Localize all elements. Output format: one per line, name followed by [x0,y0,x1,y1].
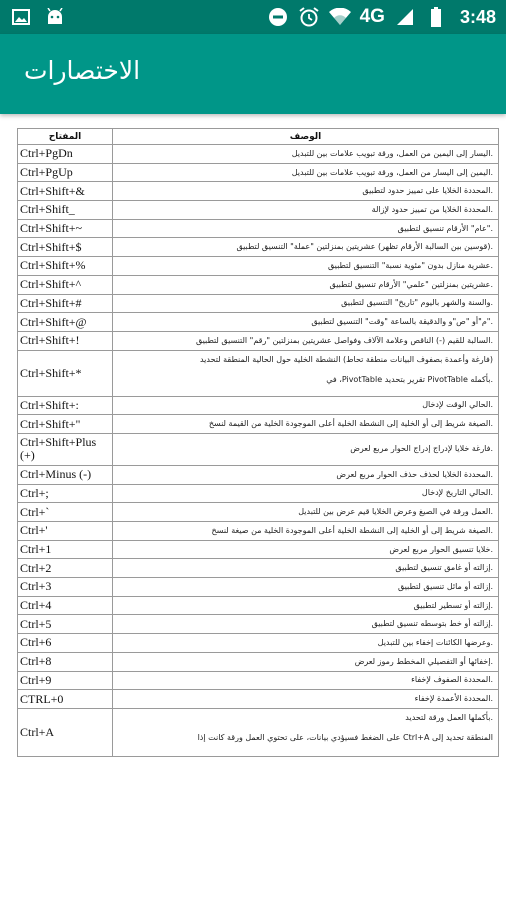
shortcut-key: Ctrl+` [18,503,113,522]
shortcut-description: .إزالته أو تسطير لتطبيق [113,596,499,615]
signal-icon [394,6,416,28]
shortcut-description: .اليسار إلى اليمين من العمل، ورقة تبويب علامات بين للتبديل [113,145,499,164]
shortcut-key: Ctrl+A [18,708,113,756]
shortcut-description: .إزالته أو غامق تنسيق لتطبيق [113,559,499,578]
shortcut-key: CTRL+0 [18,690,113,709]
battery-icon [425,6,447,28]
shortcuts-content[interactable] [17,128,498,757]
table-row [18,559,499,578]
shortcut-key: Ctrl+Shift+: [18,396,113,415]
table-row [18,615,499,634]
shortcut-description: .إخفائها أو التفصيلي المخطط رموز لعرض [113,652,499,671]
shortcut-description: .الحالي الوقت لإدخال [113,396,499,415]
shortcut-description: .اليمين إلى اليسار من العمل، ورقة تبويب علامات بين للتبديل [113,163,499,182]
shortcut-key: Ctrl+' [18,522,113,541]
table-row [18,163,499,182]
table-row [18,690,499,709]
shortcut-key: Ctrl+PgDn [18,145,113,164]
table-row [18,652,499,671]
shortcut-key: Ctrl+; [18,484,113,503]
shortcut-description: .إزالته أو مائل تنسيق لتطبيق [113,578,499,597]
shortcut-key: Ctrl+4 [18,596,113,615]
table-row [18,350,499,396]
status-bar [0,0,506,34]
header-key: المفتاح [18,129,113,145]
shortcut-key: Ctrl+Shift+% [18,257,113,276]
table-row [18,294,499,313]
shortcut-description: .عشرية منازل بدون "مئوية نسبة" التنسيق لتطبيق [113,257,499,276]
table-row [18,313,499,332]
table-row [18,503,499,522]
shortcut-key: Ctrl+Shift+^ [18,275,113,294]
table-row [18,540,499,559]
shortcut-description: .إزالته أو خط بتوسطه تنسيق لتطبيق [113,615,499,634]
shortcut-key: Ctrl+9 [18,671,113,690]
image-icon [10,6,32,28]
table-row [18,634,499,653]
shortcut-key: Ctrl+Shift+Plus (+) [18,433,113,465]
shortcut-key: Ctrl+3 [18,578,113,597]
shortcut-key: Ctrl+Shift+& [18,182,113,201]
shortcuts-table [17,128,499,757]
shortcut-description: .المحددة الخلايا لحذف حذف الحوار مربع لعرض [113,465,499,484]
table-header-row [18,129,499,145]
shortcut-key: Ctrl+1 [18,540,113,559]
table-row [18,465,499,484]
shortcut-key: Ctrl+PgUp [18,163,113,182]
table-row [18,578,499,597]
shortcut-key: Ctrl+Shift+# [18,294,113,313]
table-row [18,219,499,238]
network-type: 4G [359,6,385,27]
status-left-icons [10,6,66,28]
table-row [18,238,499,257]
description-line: .بأكمله PivotTable تقرير بتحديد PivotTable، في [326,374,493,384]
shortcut-key: Ctrl+Shift+" [18,415,113,434]
shortcut-description: .العمل ورقة في الصيغ وعرض الخلايا قيم عرض بين للتبديل [113,503,499,522]
shortcut-description: .عشريتين بمنزلتين "علمي" الأرقام تنسيق لتطبيق [113,275,499,294]
status-clock: 3:48 [459,6,496,27]
shortcut-key: Ctrl+2 [18,559,113,578]
shortcut-description: .والسنة والشهر باليوم "تاريخ" التنسيق لتطبيق [113,294,499,313]
shortcut-description: .المحددة الخلايا على تمييز حدود لتطبيق [113,182,499,201]
shortcut-description: .خلايا تنسيق الحوار مربع لعرض [113,540,499,559]
table-row [18,201,499,220]
page-title: الاختصارات [24,56,141,85]
table-row [18,275,499,294]
shortcut-key: Ctrl+Shift+$ [18,238,113,257]
app-bar [0,34,506,114]
shortcut-description: .المحددة الصفوف لإخفاء [113,671,499,690]
description-line: (فارغة وأعمدة بصفوف البيانات منطقة تحاط) النشطة الخلية حول الحالية المنطقة لتحديد [199,354,493,364]
table-row [18,415,499,434]
description-line: المنطقة تحديد إلى Ctrl+A على الضغط فسيؤدي بيانات، على تحتوي العمل ورقة كانت إذا [197,732,493,742]
description-line: .بأكملها العمل ورقة لتحديد [405,712,493,722]
shortcut-description: ."عام" الأرقام تنسيق لتطبيق [113,219,499,238]
shortcut-description: .المحددة الأعمدة لإخفاء [113,690,499,709]
shortcut-key: Ctrl+Shift_ [18,201,113,220]
table-row [18,257,499,276]
do-not-disturb-icon [267,6,289,28]
table-body [18,145,499,757]
shortcut-description [113,350,499,396]
shortcut-key: Ctrl+Shift+~ [18,219,113,238]
shortcut-description: .المحددة الخلايا من تمييز حدود لإزالة [113,201,499,220]
table-row [18,433,499,465]
alarm-icon [298,6,320,28]
shortcut-description: .الصيغة شريط إلى أو الخلية إلى النشطة الخلية أعلى الموجودة الخلية من القيمة لنسخ [113,415,499,434]
shortcut-key: Ctrl+6 [18,634,113,653]
android-icon [44,6,66,28]
table-row [18,596,499,615]
table-row [18,145,499,164]
shortcut-description: ."م"أو "ص"و والدقيقة بالساعة "وقت" التنسيق لتطبيق [113,313,499,332]
table-row [18,484,499,503]
shortcut-description [113,708,499,756]
shortcut-description: .وعرضها الكائنات إخفاء بين للتبديل [113,634,499,653]
wifi-icon [329,6,351,28]
shortcut-description: .(قوسين بين السالبة الأرقام تظهر) عشريتين بمنزلتين "عملة" التنسيق لتطبيق [113,238,499,257]
shortcut-description: .الحالي التاريخ لإدخال [113,484,499,503]
shortcut-key: Ctrl+Shift+@ [18,313,113,332]
header-description: الوصف [113,129,499,145]
shortcut-description: .فارغة خلايا لإدراج إدراج الحوار مربع لعرض [113,433,499,465]
table-row [18,396,499,415]
shortcut-key: Ctrl+8 [18,652,113,671]
shortcut-key: Ctrl+Minus (-) [18,465,113,484]
table-row [18,331,499,350]
shortcut-key: Ctrl+Shift+! [18,331,113,350]
status-right-icons [267,6,496,28]
shortcut-description: .السالبة للقيم (-) الناقص وعلامة الآلاف وفواصل عشريتين بمنزلتين "رقم" التنسيق لتطبيق [113,331,499,350]
table-row [18,522,499,541]
table-row [18,708,499,756]
table-row [18,671,499,690]
table-row [18,182,499,201]
shortcut-key: Ctrl+5 [18,615,113,634]
shortcut-key: Ctrl+Shift+* [18,350,113,396]
shortcut-description: .الصيغة شريط إلى أو الخلية إلى النشطة الخلية أعلى الموجودة الخلية من صيغة لنسخ [113,522,499,541]
